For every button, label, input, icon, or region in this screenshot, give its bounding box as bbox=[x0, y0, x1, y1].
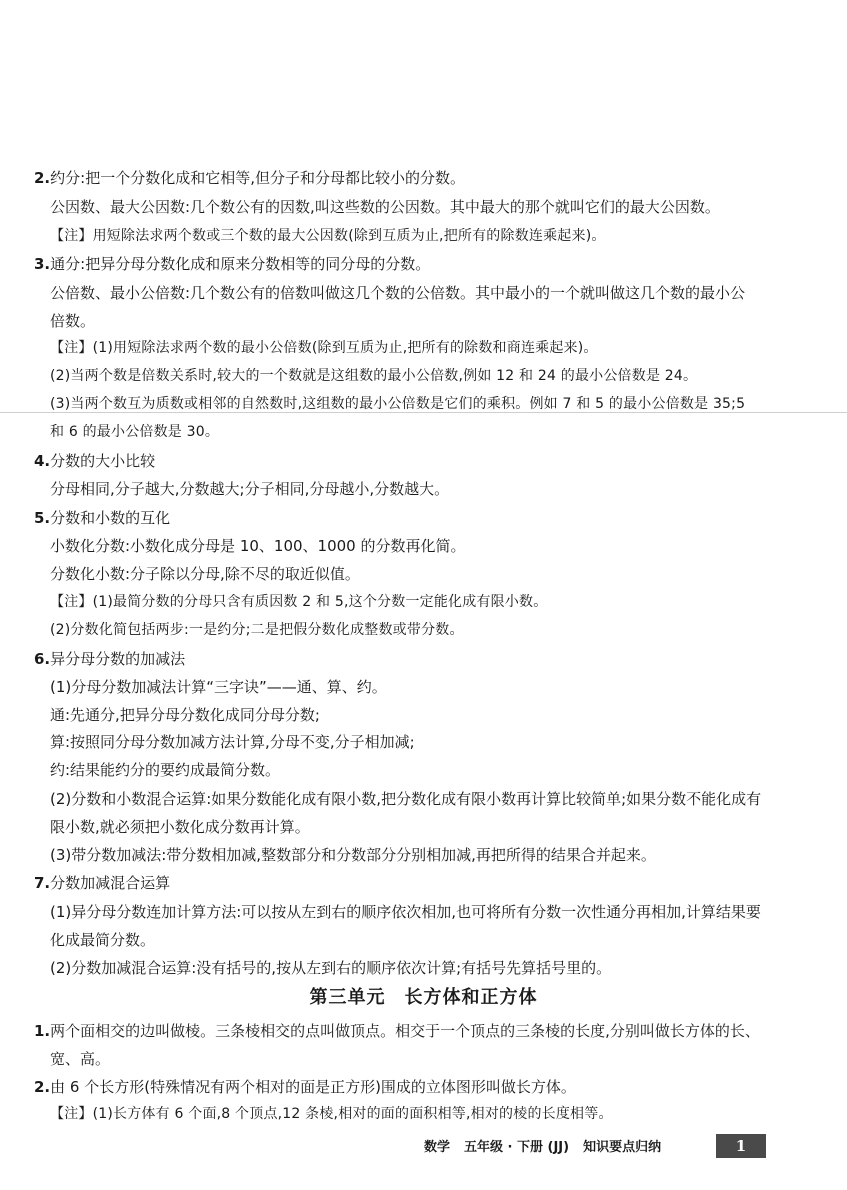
footer-subject: 数学 bbox=[424, 1140, 451, 1155]
section-6-line-6: 限小数,就必须把小数化成分数再计算。 bbox=[50, 818, 310, 836]
section-3-note-3: (3)当两个数互为质数或相邻的自然数时,这组数的最小公倍数是它们的乘积。例如 7 和 5 的最小公倍数是 35;5 bbox=[50, 396, 746, 412]
section-6-line-1: (1)分母分数加减法计算“三字诀”——通、算、约。 bbox=[50, 678, 387, 696]
footer-section: 知识要点归纳 bbox=[583, 1140, 662, 1155]
unit-3-point-1 bbox=[34, 1021, 760, 1041]
section-6-line-5: (2)分数和小数混合运算:如果分数能化成有限小数,把分数化成有限小数再计算比较简单;如果分数不能化成有 bbox=[50, 790, 762, 808]
page-number: 1 bbox=[716, 1134, 766, 1158]
footer-grade: 五年级 · 下册 (JJ) bbox=[464, 1140, 570, 1155]
unit-3-point-2-text: 由 6 个长方形(特殊情况有两个相对的面是正方形)围成的立体图形叫做长方体。 bbox=[50, 1078, 576, 1096]
section-5-title bbox=[34, 508, 170, 528]
section-3-line-2: 倍数。 bbox=[50, 312, 96, 330]
section-3-line-1: 公倍数、最小公倍数:几个数公有的倍数叫做这几个数的公倍数。其中最小的一个就叫做这几个数的最小公 bbox=[50, 284, 746, 302]
section-5-note-2: (2)分数化简包括两步:一是约分;二是把假分数化成整数或带分数。 bbox=[50, 622, 464, 638]
section-3-note-1: 【注】(1)用短除法求两个数的最小公倍数(除到互质为止,把所有的除数和商连乘起来)。 bbox=[50, 340, 598, 356]
section-6-line-7: (3)带分数加减法:带分数相加减,整数部分和分数部分分别相加减,再把所得的结果合并起来。 bbox=[50, 846, 656, 864]
section-3-note-2: (2)当两个数是倍数关系时,较大的一个数就是这组数的最小公倍数,例如 12 和 24 的最小公倍数是 24。 bbox=[50, 368, 698, 384]
section-7-line-1: (1)异分母分数连加计算方法:可以按从左到右的顺序依次相加,也可将所有分数一次性通分再相加,计算结果要 bbox=[50, 903, 761, 921]
section-5-line-2: 分数化小数:分子除以分母,除不尽的取近似值。 bbox=[50, 565, 360, 583]
unit-3-point-2 bbox=[34, 1077, 576, 1097]
section-4-line-1: 分母相同,分子越大,分数越大;分子相同,分母越小,分数越大。 bbox=[50, 480, 450, 498]
section-4-title-text: 分数的大小比较 bbox=[50, 452, 156, 470]
section-6-line-4: 约:结果能约分的要约成最简分数。 bbox=[50, 761, 281, 779]
section-5-number: 5. bbox=[34, 509, 51, 527]
section-6-line-3: 算:按照同分母分数加减方法计算,分母不变,分子相加减; bbox=[50, 733, 415, 751]
section-3-title-text: 通分:把异分母分数化成和原来分数相等的同分母的分数。 bbox=[50, 255, 431, 273]
unit-3-point-1-text: 两个面相交的边叫做棱。三条棱相交的点叫做顶点。相交于一个顶点的三条棱的长度,分别叫做长方体的长、 bbox=[50, 1022, 760, 1040]
section-4-number: 4. bbox=[34, 452, 51, 470]
section-2-line-1: 公因数、最大公因数:几个数公有的因数,叫这些数的公因数。其中最大的那个就叫它们的最大公因数。 bbox=[50, 198, 720, 216]
section-2-note: 【注】用短除法求两个数或三个数的最大公因数(除到互质为止,把所有的除数连乘起来)。 bbox=[50, 228, 606, 244]
section-3-title bbox=[34, 254, 430, 274]
section-3-note-3b: 和 6 的最小公倍数是 30。 bbox=[50, 424, 220, 440]
section-6-line-2: 通:先通分,把异分母分数化成同分母分数; bbox=[50, 706, 320, 724]
unit-3-point-2-note: 【注】(1)长方体有 6 个面,8 个顶点,12 条棱,相对的面的面积相等,相对的棱的长度相等。 bbox=[50, 1106, 613, 1122]
section-3-number: 3. bbox=[34, 255, 51, 273]
unit-3-point-2-number: 2. bbox=[34, 1078, 51, 1096]
section-5-title-text: 分数和小数的互化 bbox=[50, 509, 171, 527]
section-7-title-text: 分数加减混合运算 bbox=[50, 874, 171, 892]
section-7-title bbox=[34, 873, 170, 893]
section-6-title-text: 异分母分数的加减法 bbox=[50, 650, 186, 668]
unit-3-point-1-number: 1. bbox=[34, 1022, 51, 1040]
page-footer bbox=[424, 1138, 675, 1158]
section-2-title-text: 约分:把一个分数化成和它相等,但分子和分母都比较小的分数。 bbox=[50, 169, 465, 187]
section-2-number: 2. bbox=[34, 169, 51, 187]
section-5-line-1: 小数化分数:小数化成分母是 10、100、1000 的分数再化简。 bbox=[50, 537, 466, 555]
section-4-title bbox=[34, 451, 155, 471]
section-2-title bbox=[34, 168, 465, 188]
unit-3-heading: 第三单元 长方体和正方体 bbox=[309, 987, 538, 1008]
section-7-line-3: (2)分数加减混合运算:没有括号的,按从左到右的顺序依次计算;有括号先算括号里的。 bbox=[50, 959, 612, 977]
section-6-number: 6. bbox=[34, 650, 51, 668]
section-7-line-2: 化成最简分数。 bbox=[50, 931, 156, 949]
section-7-number: 7. bbox=[34, 874, 51, 892]
unit-3-point-1-line-2: 宽、高。 bbox=[50, 1050, 111, 1068]
section-6-title bbox=[34, 649, 185, 669]
section-5-note-1: 【注】(1)最简分数的分母只含有质因数 2 和 5,这个分数一定能化成有限小数。 bbox=[50, 594, 548, 610]
